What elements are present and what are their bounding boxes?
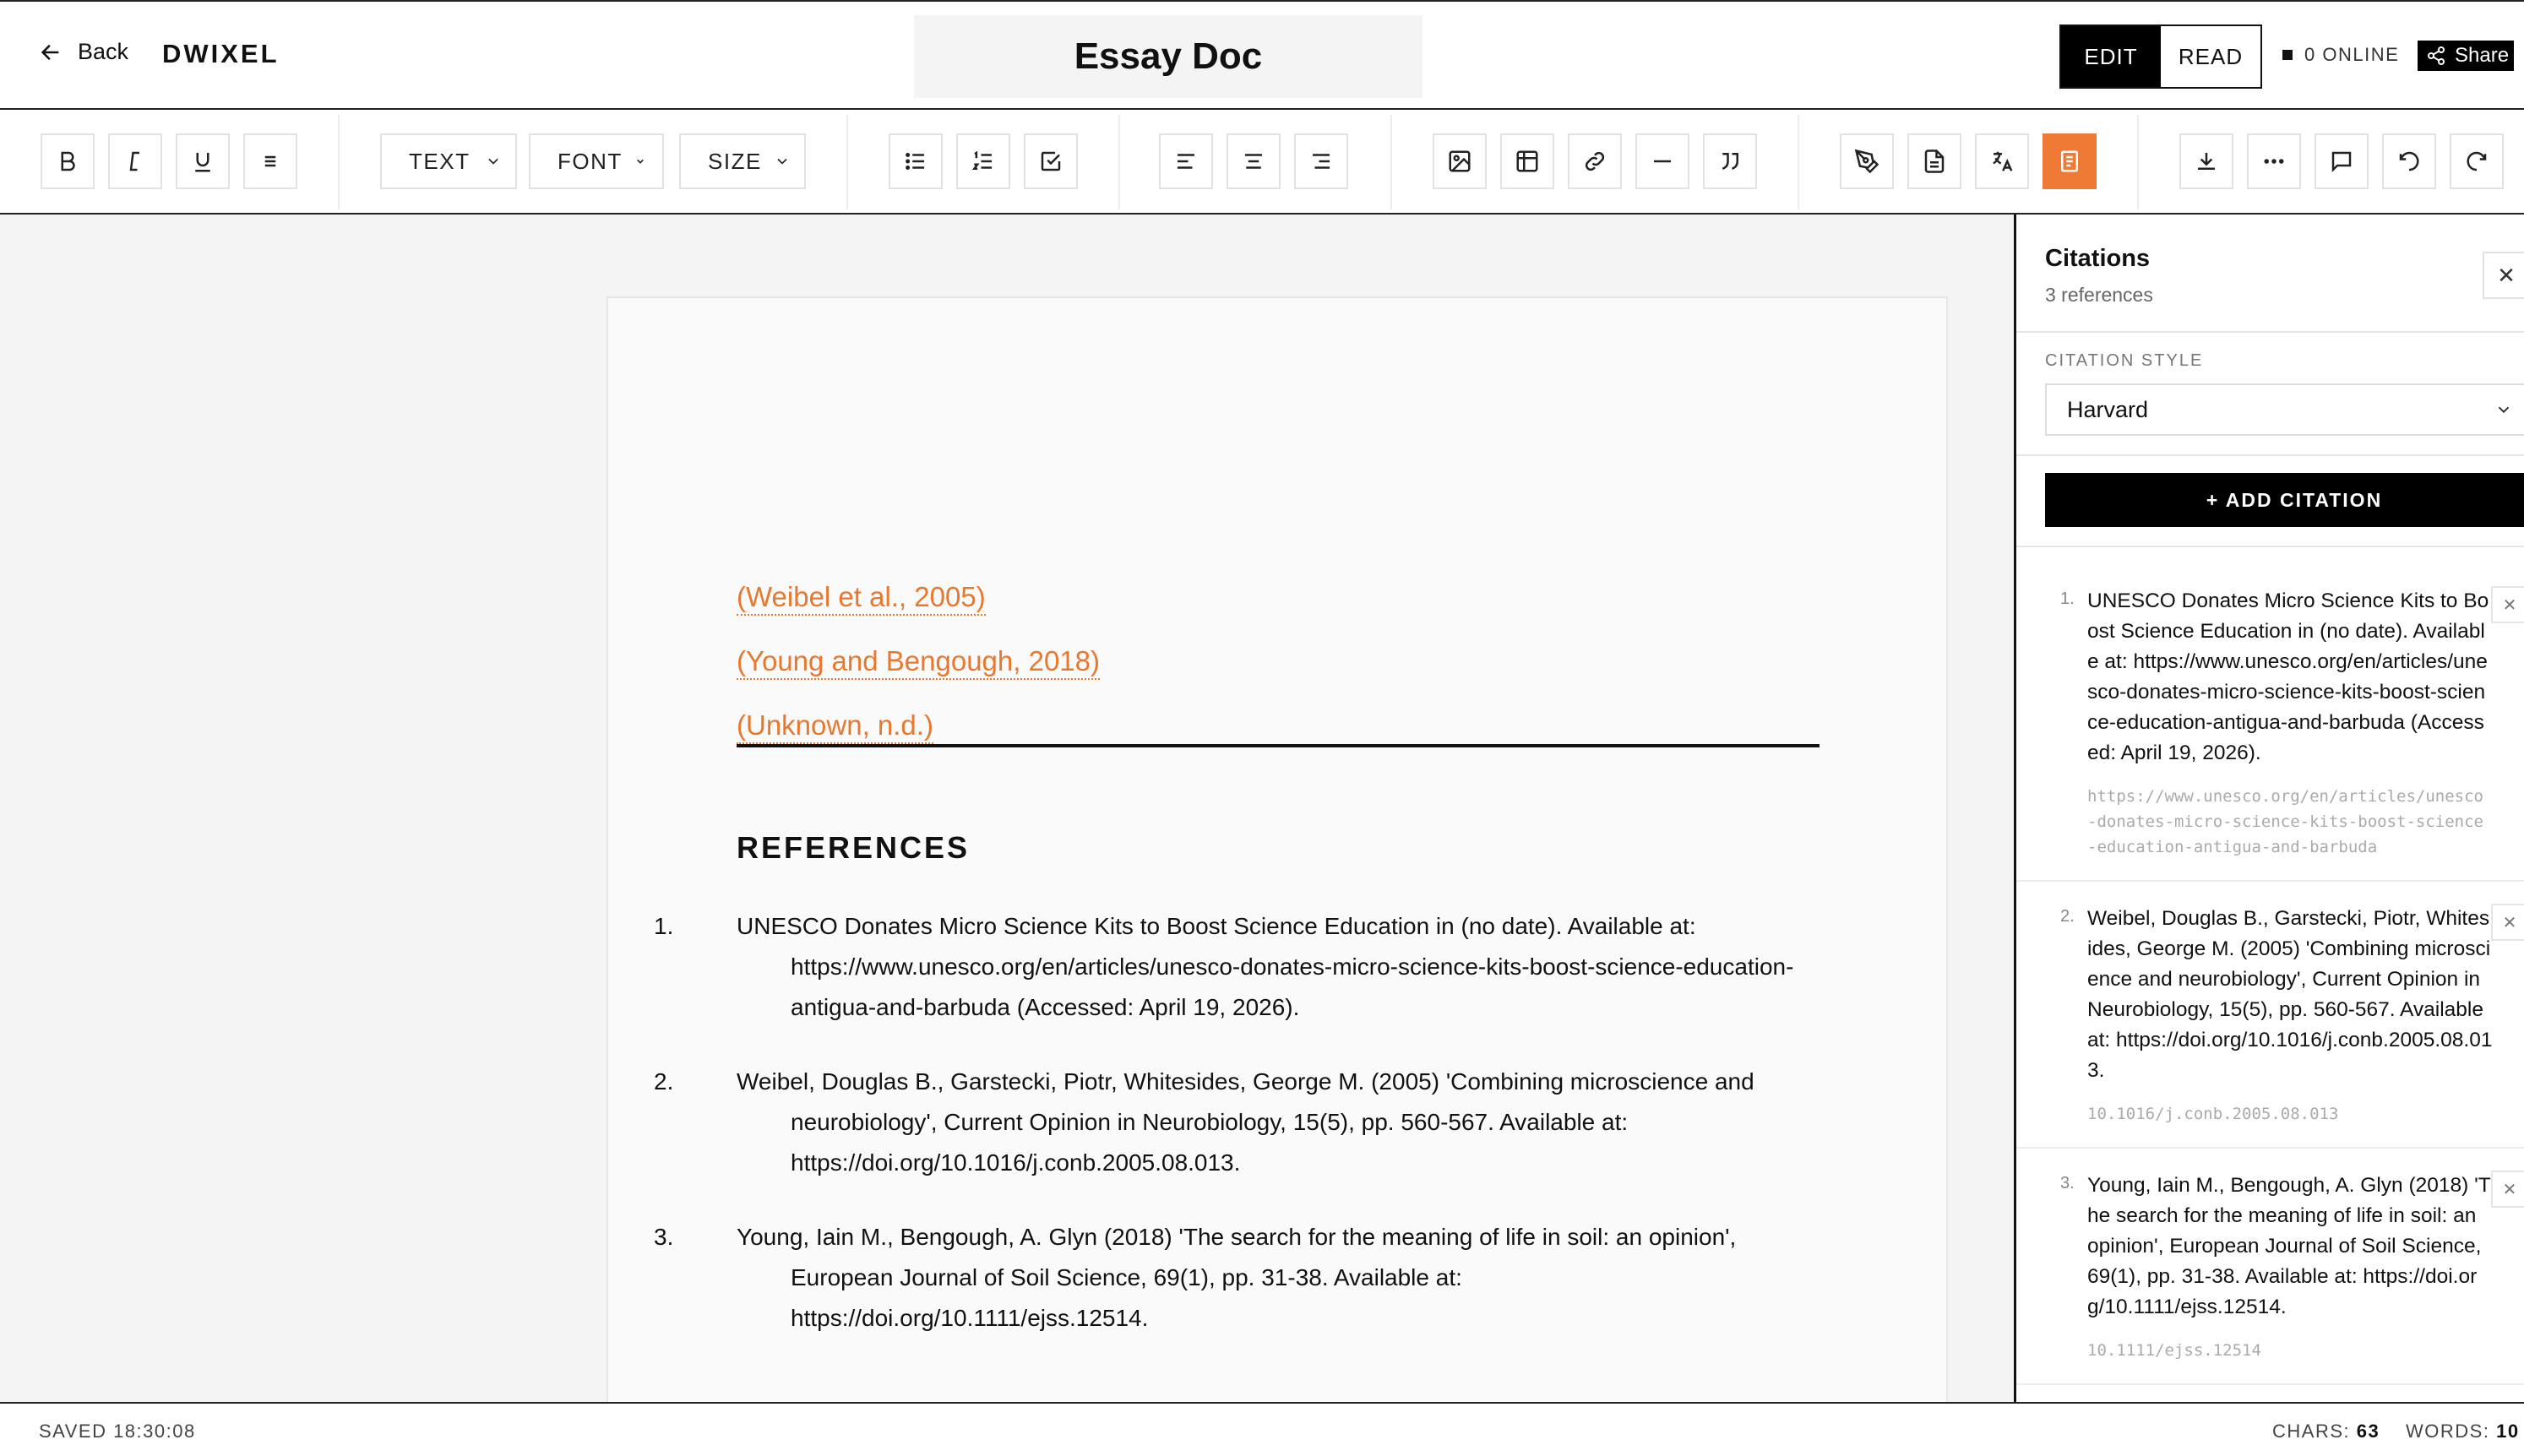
align-center-button[interactable]: [1227, 133, 1281, 189]
size-select[interactable]: [679, 133, 806, 189]
word-count-label: WORDS:: [2406, 1421, 2490, 1442]
back-button[interactable]: [39, 39, 128, 65]
undo-icon: [2396, 149, 2422, 174]
panel-title: Citations: [2045, 245, 2151, 272]
references-heading: REFERENCES: [737, 830, 971, 865]
citation-style-label: CITATION STYLE: [2045, 351, 2204, 370]
citation-number: 3.: [2060, 1174, 2075, 1193]
panel-subtitle: 3 references: [2045, 284, 2153, 306]
online-indicator: [2282, 44, 2399, 66]
image-icon: [1447, 149, 1472, 174]
chevron-down-icon: [774, 153, 791, 170]
align-left-icon: [1173, 149, 1199, 174]
close-icon: ✕: [2502, 913, 2517, 932]
bullet-list-icon: [903, 149, 928, 174]
italic-button[interactable]: [108, 133, 162, 189]
panel-divider: [2016, 454, 2524, 456]
chevron-down-icon: [632, 153, 649, 170]
toolbar-divider: [338, 115, 340, 209]
align-right-icon: [1308, 149, 1334, 174]
link-icon: [1582, 149, 1607, 174]
word-count: [2406, 1421, 2520, 1442]
numbered-list-button[interactable]: [956, 133, 1010, 189]
citation-style-value: Harvard: [2067, 396, 2149, 422]
panel-divider: [2016, 331, 2524, 333]
editor-canvas: [0, 215, 2014, 1402]
underline-icon: [190, 149, 215, 174]
delete-citation-button[interactable]: [2491, 586, 2524, 623]
online-dot-icon: [2282, 50, 2293, 60]
citations-panel: [2014, 215, 2524, 1402]
toolbar-divider: [1798, 115, 1799, 209]
char-count-value: 63: [2356, 1421, 2380, 1442]
citation-item[interactable]: [2016, 564, 2524, 882]
inline-citation-young[interactable]: (Young and Bengough, 2018): [737, 644, 1100, 680]
reference-item: 1. UNESCO Donates Micro Science Kits to Boost Science Education in (no date). Available at: https://www.unesco.org/en/articles/unesco-donates-micro-science-kits-boost-science-education-antigua-and-barbuda (Accessed: April 19, 2026).: [654, 913, 1794, 1020]
mode-toggle: [2059, 24, 2262, 89]
citation-style-select[interactable]: [2045, 383, 2524, 436]
bold-icon: [55, 149, 80, 174]
citation-url: 10.1016/j.conb.2005.08.013: [2087, 1105, 2339, 1123]
italic-icon: [122, 149, 148, 174]
redo-icon: [2464, 149, 2489, 174]
add-citation-button[interactable]: + ADD CITATION: [2045, 473, 2524, 527]
citation-text: Young, Iain M., Bengough, A. Glyn (2018) 'The search for the meaning of life in soil: an opinion', European Journal of Soil Science, 69(1), pp. 31-38. Available at: https://doi.org/10.1111/ejss.12514.: [2087, 1174, 2491, 1318]
strikethrough-icon: [258, 149, 283, 174]
download-icon: [2194, 149, 2219, 174]
citations-icon: [2057, 149, 2082, 174]
insert-image-button[interactable]: [1433, 133, 1487, 189]
citation-text: Weibel, Douglas B., Garstecki, Piotr, Whitesides, George M. (2005) 'Combining microscience and neurobiology', Current Opinion in Neurobiology, 15(5), pp. 560-567. Available at: https://doi.org/10.1016/j.conb.2005.08.013.: [2087, 907, 2493, 1082]
download-button[interactable]: [2179, 133, 2233, 189]
chevron-down-icon: [2494, 400, 2513, 419]
text-style-label: TEXT: [409, 148, 471, 174]
delete-citation-button[interactable]: [2491, 1171, 2524, 1208]
more-icon: [2261, 149, 2287, 174]
arrow-left-icon: [39, 41, 63, 64]
panel-divider: [2016, 546, 2524, 547]
redo-button[interactable]: [2450, 133, 2504, 189]
translate-icon: [1989, 149, 2015, 174]
reference-text: Young, Iain M., Bengough, A. Glyn (2018) 'The search for the meaning of life in soil: an opinion', European Journal of Soil Science, 69(1), pp. 31-38. Available at: https://doi.org/10.1111/ejss.12514.: [737, 1224, 1737, 1331]
quote-icon: [1717, 149, 1743, 174]
citation-item[interactable]: [2016, 1149, 2524, 1385]
numbered-list-icon: [971, 149, 996, 174]
reference-text: UNESCO Donates Micro Science Kits to Boost Science Education in (no date). Available at: https://www.unesco.org/en/articles/unesco-donates-micro-science-kits-boost-science-education-antigua-and-barbuda (Accessed: April 19, 2026).: [737, 913, 1794, 1020]
citation-url: 10.1111/ejss.12514: [2087, 1341, 2261, 1360]
online-count: 0 ONLINE: [2304, 44, 2400, 65]
reference-text: Weibel, Douglas B., Garstecki, Piotr, Whitesides, George M. (2005) 'Combining microscience and neurobiology', Current Opinion in Neurobiology, 15(5), pp. 560-567. Available at: https://doi.org/10.1016/j.conb.2005.08.013.: [737, 1068, 1754, 1176]
toolbar-divider: [1390, 115, 1392, 209]
delete-citation-button[interactable]: [2491, 904, 2524, 941]
reference-item: 3. Young, Iain M., Bengough, A. Glyn (2018) 'The search for the meaning of life in soil: an opinion', European Journal of Soil Science, 69(1), pp. 31-38. Available at: https://doi.org/10.1111/ejss.12514.: [654, 1224, 1737, 1331]
citation-text: UNESCO Donates Micro Science Kits to Boost Science Education in (no date). Available at: https://www.unesco.org/en/articles/unesco-donates-micro-science-kits-boost-science-education-antigua-and-barbuda (Accessed: April 19, 2026).: [2087, 589, 2489, 764]
share-button[interactable]: [2418, 41, 2514, 71]
pen-icon: [1854, 149, 1879, 174]
brand-logo: DWIXEL: [162, 39, 280, 68]
share-icon: [2426, 46, 2446, 66]
edit-mode-button[interactable]: EDIT: [2061, 26, 2161, 87]
close-icon: ✕: [2497, 262, 2516, 288]
citations-button[interactable]: [2043, 133, 2097, 189]
share-label: Share: [2455, 44, 2510, 67]
align-right-button[interactable]: [1294, 133, 1348, 189]
underline-button[interactable]: [176, 133, 230, 189]
align-left-button[interactable]: [1159, 133, 1213, 189]
align-center-icon: [1241, 149, 1266, 174]
insert-link-button[interactable]: [1568, 133, 1622, 189]
back-label: Back: [78, 39, 129, 64]
char-count: [2272, 1421, 2380, 1442]
citation-item[interactable]: [2016, 882, 2524, 1149]
citation-url: https://www.unesco.org/en/articles/unesco-donates-micro-science-kits-boost-science-education-antigua-and-barbuda: [2087, 787, 2483, 856]
close-icon: ✕: [2502, 1180, 2517, 1199]
document-icon: [1922, 149, 1947, 174]
toolbar-divider: [2137, 115, 2139, 209]
formatting-toolbar: [0, 110, 2524, 215]
pen-tool-button[interactable]: [1840, 133, 1894, 189]
close-icon: ✕: [2502, 595, 2517, 615]
references-list: [654, 906, 1820, 1372]
size-label: SIZE: [708, 148, 762, 174]
bold-button[interactable]: [41, 133, 95, 189]
insert-table-button[interactable]: [1500, 133, 1554, 189]
close-panel-button[interactable]: [2483, 252, 2524, 299]
toolbar-divider: [1118, 115, 1120, 209]
read-mode-button[interactable]: READ: [2178, 43, 2244, 69]
text-style-select[interactable]: [380, 133, 517, 189]
translate-button[interactable]: [1975, 133, 2029, 189]
more-options-button[interactable]: [2247, 133, 2301, 189]
word-count-value: 10: [2496, 1421, 2520, 1442]
chevron-down-icon: [485, 153, 502, 170]
horizontal-rule: [737, 744, 1820, 747]
strikethrough-button[interactable]: [243, 133, 297, 189]
font-select[interactable]: [529, 133, 664, 189]
inline-citation-weibel[interactable]: (Weibel et al., 2005): [737, 580, 986, 616]
checklist-icon: [1038, 149, 1063, 174]
comment-button[interactable]: [2315, 133, 2369, 189]
comment-icon: [2329, 149, 2354, 174]
citation-number: 1.: [2060, 589, 2075, 608]
inline-citation-unknown[interactable]: (Unknown, n.d.): [737, 709, 933, 744]
document-page[interactable]: [607, 296, 1948, 1420]
horizontal-rule-icon: [1650, 149, 1675, 174]
undo-button[interactable]: [2382, 133, 2436, 189]
checklist-button[interactable]: [1024, 133, 1078, 189]
top-header: [0, 0, 2524, 110]
document-button[interactable]: [1907, 133, 1961, 189]
status-bar: [0, 1402, 2524, 1456]
citation-number: 2.: [2060, 907, 2075, 926]
citation-list: [2016, 564, 2524, 1385]
quote-button[interactable]: [1703, 133, 1757, 189]
table-icon: [1515, 149, 1540, 174]
document-title[interactable]: Essay Doc: [914, 15, 1422, 98]
horizontal-rule-button[interactable]: [1635, 133, 1689, 189]
toolbar-divider: [846, 115, 848, 209]
saved-status: SAVED 18:30:08: [39, 1421, 196, 1442]
char-count-label: CHARS:: [2272, 1421, 2351, 1442]
bullet-list-button[interactable]: [889, 133, 943, 189]
reference-item: 2. Weibel, Douglas B., Garstecki, Piotr, Whitesides, George M. (2005) 'Combining microscience and neurobiology', Current Opinion in Neurobiology, 15(5), pp. 560-567. Available at: https://doi.org/10.1016/j.conb.2005.08.013.: [654, 1068, 1754, 1176]
font-label: FONT: [558, 148, 623, 174]
